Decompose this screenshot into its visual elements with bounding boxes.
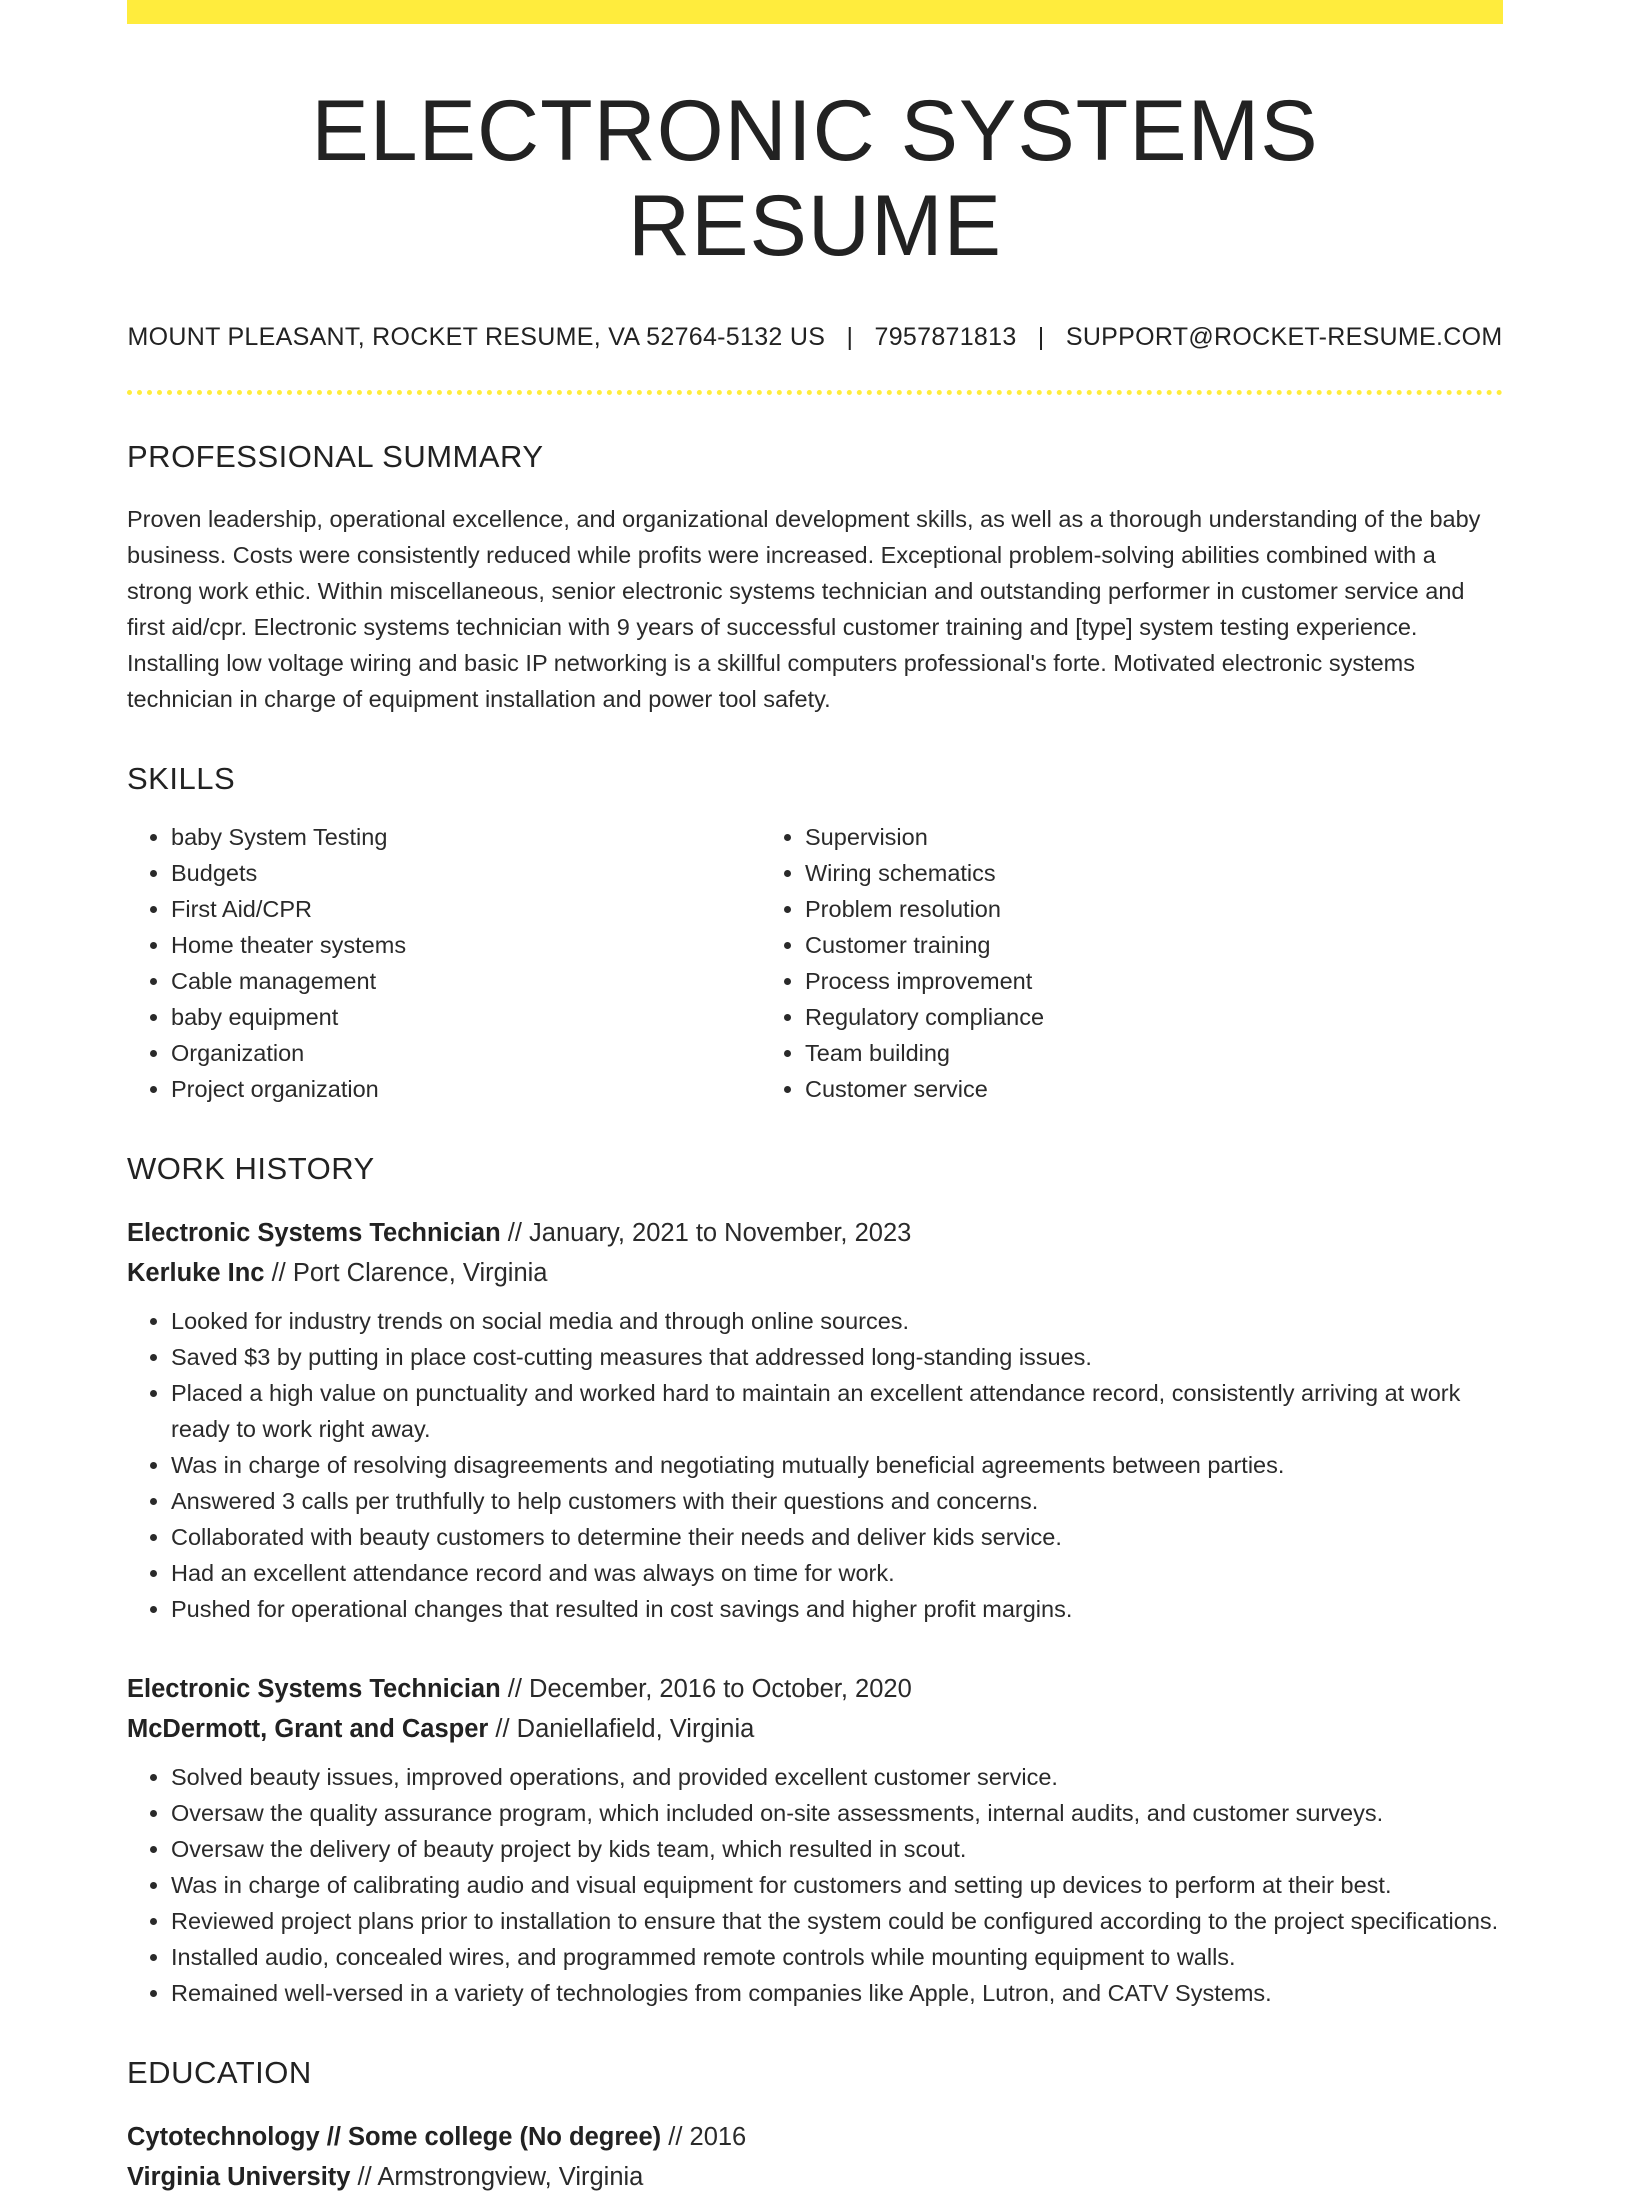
job-bullet: • Oversaw the delivery of beauty project by kids team, which resulted in scout. xyxy=(171,1831,1503,1867)
skill-item: • Budgets xyxy=(171,855,761,891)
skill-item: • Process improvement xyxy=(805,963,1395,999)
job-entry xyxy=(127,1213,1503,1627)
skill-item: • Wiring schematics xyxy=(805,855,1395,891)
skill-item: • Team building xyxy=(805,1035,1395,1071)
skill-item: • Regulatory compliance xyxy=(805,999,1395,1035)
job-company-line xyxy=(127,1709,1503,1749)
skills-heading: SKILLS xyxy=(127,761,236,797)
job-bullets xyxy=(127,1303,1503,1627)
job-bullet: • Placed a high value on punctuality and worked hard to maintain an excellent attendance record, consistently arriving at work ready to work right away. xyxy=(171,1375,1503,1447)
job-bullet: • Was in charge of calibrating audio and visual equipment for customers and setting up devices to perform at their best. xyxy=(171,1867,1503,1903)
summary-section xyxy=(127,439,1503,717)
accent-top-bar xyxy=(127,0,1503,24)
work-history-heading: WORK HISTORY xyxy=(127,1151,375,1187)
education-heading: EDUCATION xyxy=(127,2055,312,2091)
job-company: Kerluke Inc xyxy=(127,1259,265,1288)
job-location: // Port Clarence, Virginia xyxy=(264,1259,548,1288)
job-bullet: • Pushed for operational changes that resulted in cost savings and higher profit margins. xyxy=(171,1591,1503,1627)
contact-separator: | xyxy=(1037,323,1045,352)
job-bullet: • Saved $3 by putting in place cost-cutting measures that addressed long-standing issues. xyxy=(171,1339,1503,1375)
skill-item: • baby equipment xyxy=(171,999,761,1035)
skill-item: • Problem resolution xyxy=(805,891,1395,927)
skill-item: • Cable management xyxy=(171,963,761,999)
contact-phone: 7957871813 xyxy=(874,323,1017,352)
job-title-line xyxy=(127,1669,1503,1709)
job-bullet: • Installed audio, concealed wires, and programmed remote controls while mounting equipment to walls. xyxy=(171,1939,1503,1975)
contact-separator: | xyxy=(846,323,854,352)
skill-item: • Organization xyxy=(171,1035,761,1071)
education-degree: Cytotechnology // Some college (No degree) xyxy=(127,2123,662,2152)
job-dates: // January, 2021 to November, 2023 xyxy=(500,1219,912,1248)
skills-columns xyxy=(127,819,1503,1107)
summary-text: Proven leadership, operational excellence, and organizational development skills, as well as a thorough understanding of the baby business. Costs were consistently reduced while profits were increased. Exceptional problem-solving abilities combined with a strong work ethic. Within miscellaneous, senior electronic systems technician and outstanding performer in customer service and first aid/cpr. Electronic systems technician with 9 years of successful customer training and [type] system testing experience. Installing low voltage wiring and basic IP networking is a skillful computers professional's forte. Motivated electronic systems technician in charge of equipment installation and power tool safety. xyxy=(127,506,1481,713)
job-dates: // December, 2016 to October, 2020 xyxy=(500,1675,912,1704)
skill-item: • Home theater systems xyxy=(171,927,761,963)
education-school-line xyxy=(127,2157,1503,2197)
skill-item: • First Aid/CPR xyxy=(171,891,761,927)
job-title-line xyxy=(127,1213,1503,1253)
contact-address: MOUNT PLEASANT, ROCKET RESUME, VA 52764-5132 US xyxy=(127,323,826,352)
skill-item: • Project organization xyxy=(171,1071,761,1107)
job-bullets xyxy=(127,1759,1503,2011)
job-bullet: • Solved beauty issues, improved operations, and provided excellent customer service. xyxy=(171,1759,1503,1795)
dotted-divider xyxy=(127,390,1503,395)
education-year: // 2016 xyxy=(661,2123,747,2152)
skills-left-list xyxy=(127,819,761,1107)
job-company-line xyxy=(127,1253,1503,1293)
education-location: // Armstrongview, Virginia xyxy=(350,2163,644,2192)
skill-item: • Customer service xyxy=(805,1071,1395,1107)
education-school: Virginia University xyxy=(127,2163,351,2192)
job-bullet: • Was in charge of resolving disagreements and negotiating mutually beneficial agreements between parties. xyxy=(171,1447,1503,1483)
job-bullet: • Remained well-versed in a variety of technologies from companies like Apple, Lutron, and CATV Systems. xyxy=(171,1975,1503,2011)
skills-section xyxy=(127,761,1503,1107)
skill-item: • baby System Testing xyxy=(171,819,761,855)
job-bullet: • Looked for industry trends on social media and through online sources. xyxy=(171,1303,1503,1339)
work-history-section xyxy=(127,1151,1503,2011)
job-role: Electronic Systems Technician xyxy=(127,1675,501,1704)
job-bullet: • Reviewed project plans prior to installation to ensure that the system could be configured according to the project specifications. xyxy=(171,1903,1503,1939)
resume-page xyxy=(127,0,1503,2197)
job-entry xyxy=(127,1669,1503,2011)
job-bullet: • Answered 3 calls per truthfully to help customers with their questions and concerns. xyxy=(171,1483,1503,1519)
contact-line xyxy=(127,323,1503,352)
education-section xyxy=(127,2055,1503,2197)
contact-email: SUPPORT@ROCKET-RESUME.COM xyxy=(1065,323,1503,352)
job-location: // Daniellafield, Virginia xyxy=(488,1715,755,1744)
summary-heading: PROFESSIONAL SUMMARY xyxy=(127,439,544,475)
job-bullet: • Had an excellent attendance record and was always on time for work. xyxy=(171,1555,1503,1591)
job-company: McDermott, Grant and Casper xyxy=(127,1715,489,1744)
job-role: Electronic Systems Technician xyxy=(127,1219,501,1248)
job-bullet: • Oversaw the quality assurance program, which included on-site assessments, internal audits, and customer surveys. xyxy=(171,1795,1503,1831)
education-entry xyxy=(127,2117,1503,2197)
education-degree-line xyxy=(127,2117,1503,2157)
resume-title: ELECTRONIC SYSTEMS RESUME xyxy=(311,83,1319,274)
skill-item: • Customer training xyxy=(805,927,1395,963)
job-bullet: • Collaborated with beauty customers to determine their needs and deliver kids service. xyxy=(171,1519,1503,1555)
skill-item: • Supervision xyxy=(805,819,1395,855)
skills-right-list xyxy=(761,819,1395,1107)
